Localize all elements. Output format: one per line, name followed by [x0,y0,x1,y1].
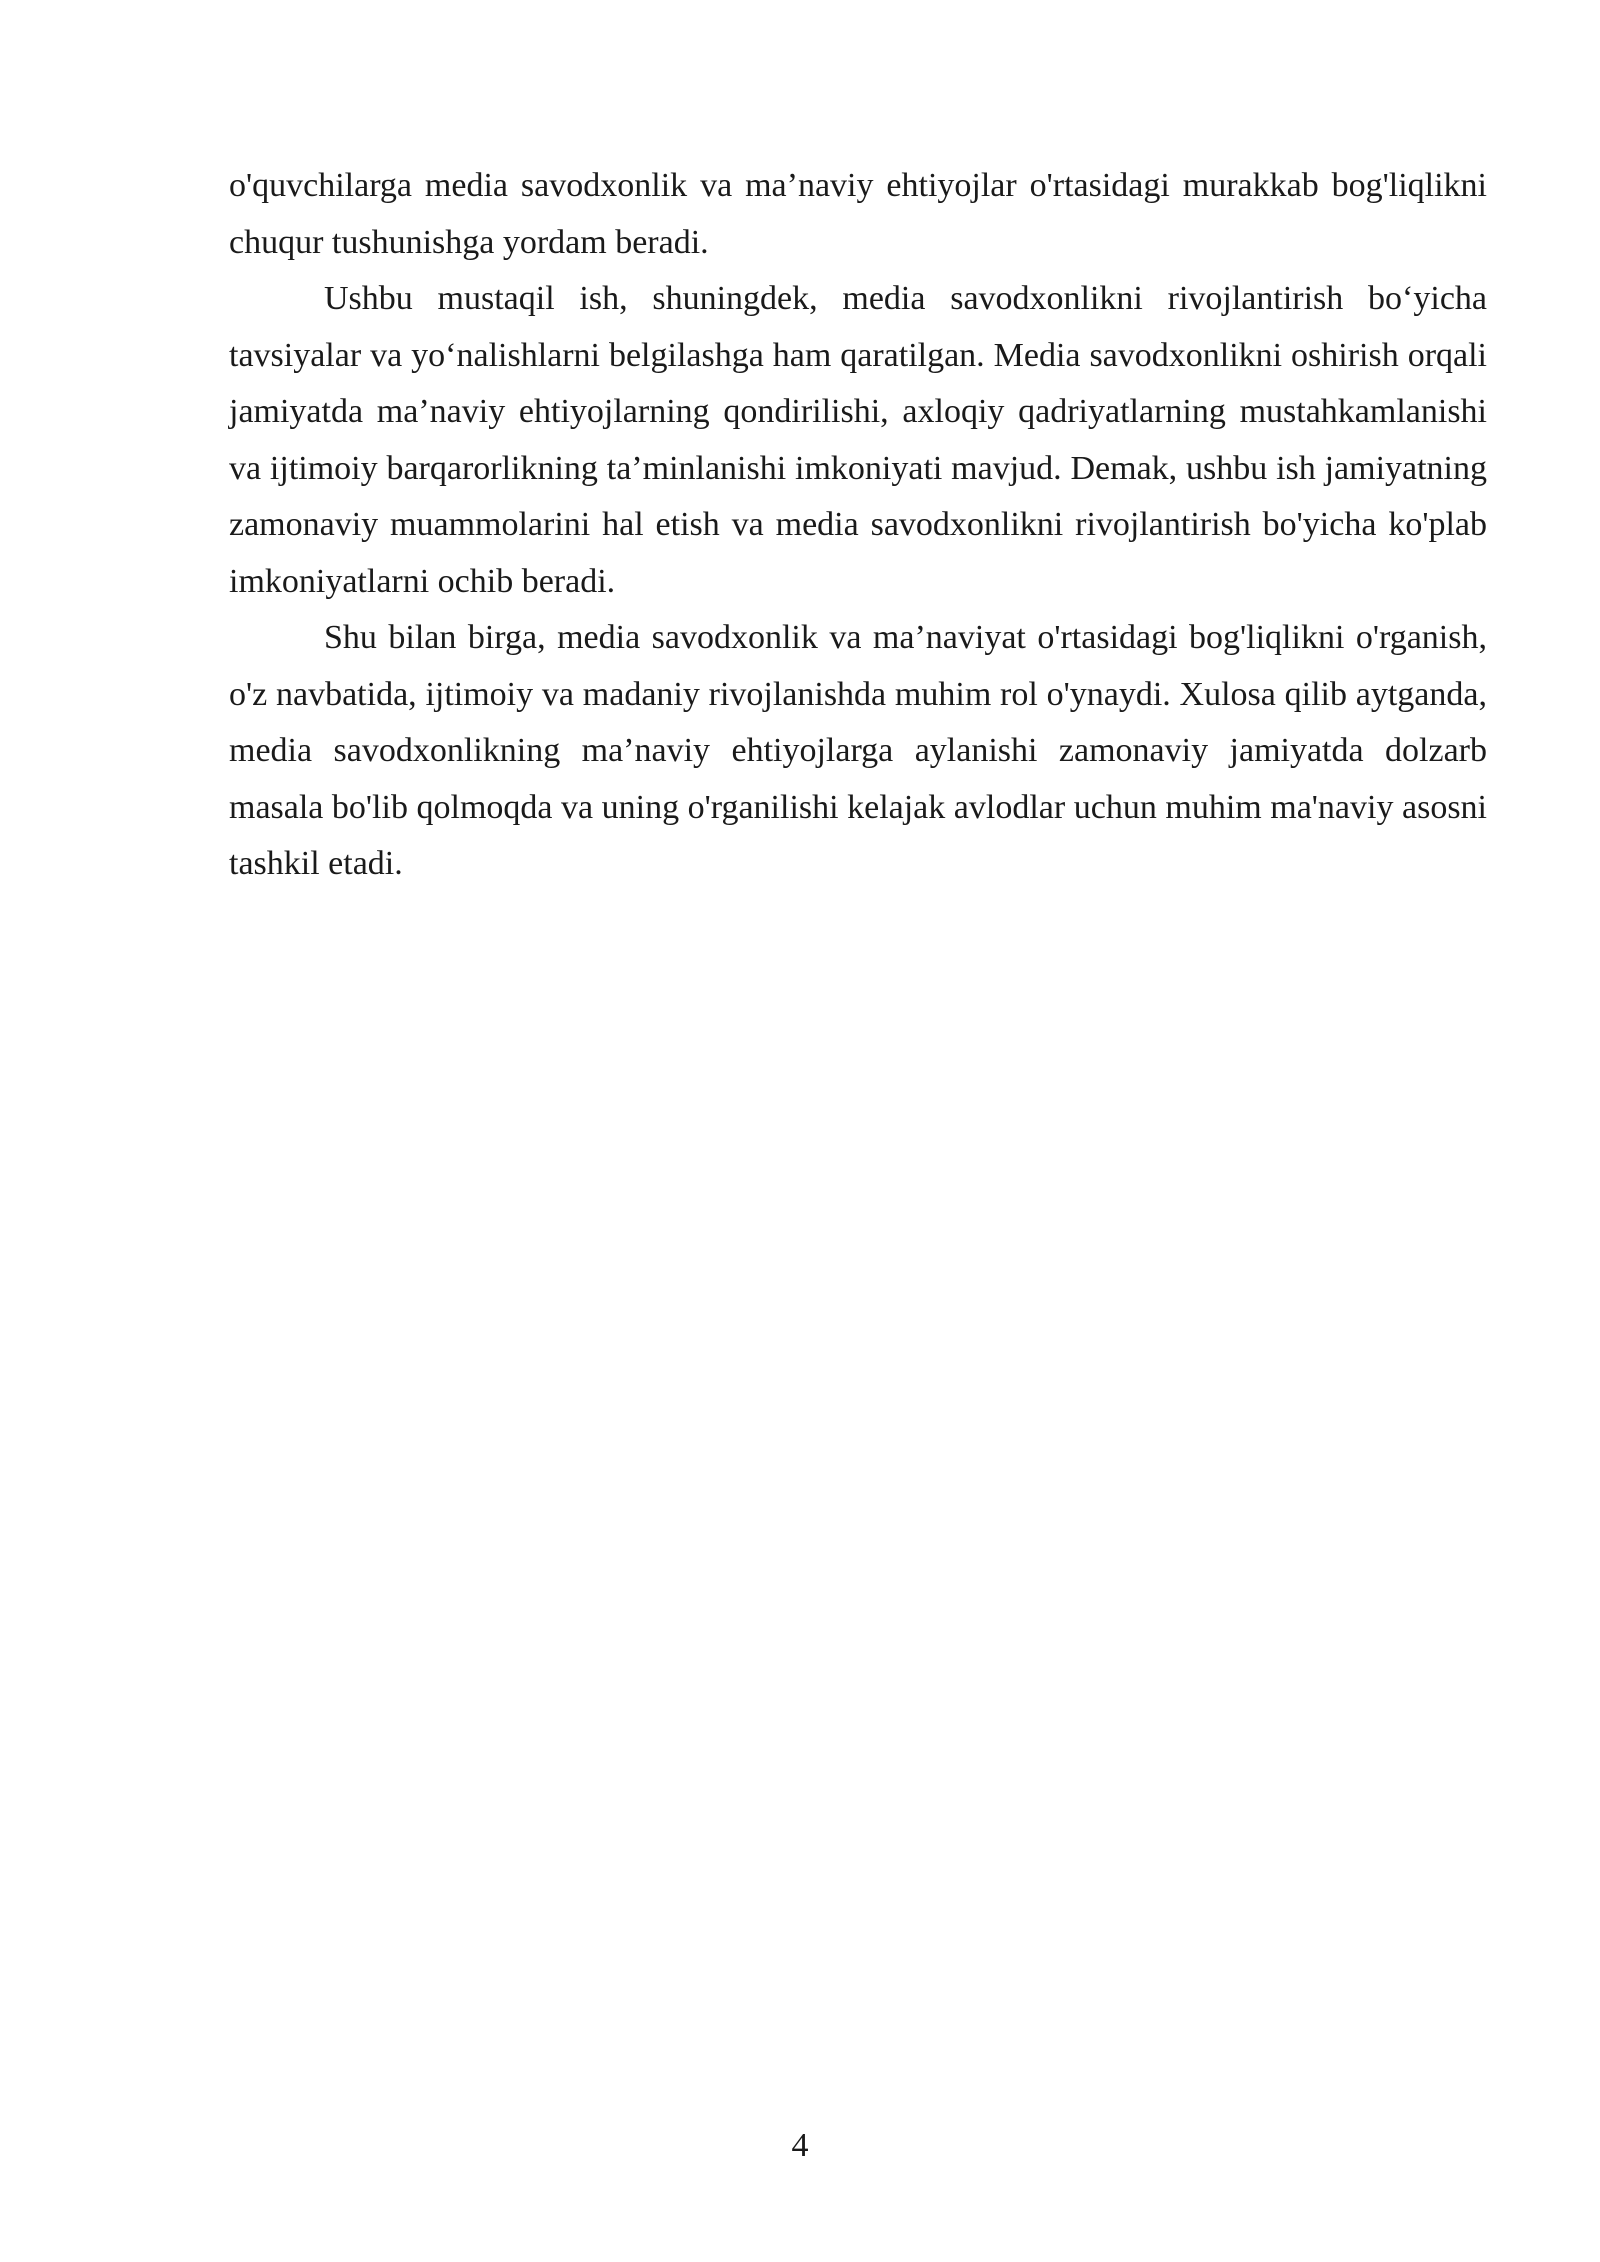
paragraph-continuation: o'quvchilarga media savodxonlik va ma’naviy ehtiyojlar o'rtasidagi murakkab bog'liqlikni chuqur tushunishga yordam beradi. [229,167,1487,261]
body-text [229,158,1487,893]
paragraph-recommendations: Ushbu mustaqil ish, shuningdek, media savodxonlikni rivojlantirish bo‘yicha tavsiyalar va yo‘nalishlarni belgilashga ham qaratilgan. Media savodxonlikni oshirish orqali jamiyatda ma’naviy ehtiyojlarning qondirilishi, axloqiy qadriyatlarning mustahkamlanishi va ijtimoiy barqarorlikning ta’minlanishi imkoniyati mavjud. Demak, ushbu ish jamiyatning zamonaviy muammolarini hal etish va media savodxonlikni rivojlantirish bo'yicha ko'plab imkoniyatlarni ochib beradi. [229,280,1487,600]
page-number: 4 [791,2127,809,2164]
paragraph-conclusion: Shu bilan birga, media savodxonlik va ma’naviyat o'rtasidagi bog'liqlikni o'rganish, o'z navbatida, ijtimoiy va madaniy rivojlanishda muhim rol o'ynaydi. Xulosa qilib aytganda, media savodxonlikning ma’naviy ehtiyojlarga aylanishi zamonaviy jamiyatda dolzarb masala bo'lib qolmoqda va uning o'rganilishi kelajak avlodlar uchun muhim ma'naviy asosni tashkil etadi. [229,619,1487,882]
